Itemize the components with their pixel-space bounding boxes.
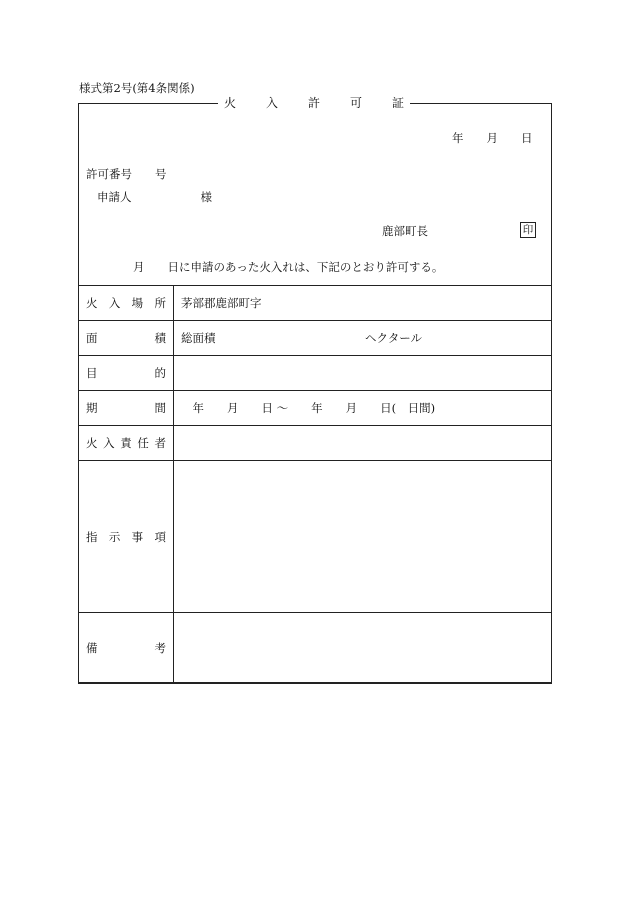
label-char: 入 [108, 296, 121, 310]
label-char: 積 [154, 331, 166, 345]
label-char: 火 [86, 436, 98, 450]
title-char: 入 [265, 96, 278, 110]
place-value: 茅部郡鹿部町字 [174, 286, 552, 321]
permit-number: 許可番号 号 [86, 167, 167, 181]
row-label [79, 356, 174, 391]
row-label [79, 426, 174, 461]
table-row [79, 461, 552, 613]
details-table [78, 285, 552, 684]
row-label [79, 286, 174, 321]
title-char: 許 [307, 96, 320, 110]
seal-mark: 印 [520, 222, 536, 238]
title-char: 火 [224, 96, 237, 110]
row-label [79, 461, 174, 613]
table-row [79, 356, 552, 391]
label-char: 者 [154, 436, 166, 450]
permit-statement: 月 日に申請のあった火入れは、下記のとおり許可する。 [133, 260, 444, 274]
label-char: 責 [120, 436, 132, 450]
label-char: 備 [86, 641, 98, 655]
title-char: 証 [391, 96, 404, 110]
period-value: 年 月 日 〜 年 月 日( 日間) [174, 391, 552, 426]
row-label [79, 391, 174, 426]
label-char: 間 [154, 401, 166, 415]
label-char: 事 [131, 529, 144, 544]
area-value: 総面積 ヘクタール [174, 321, 552, 356]
label-char: 示 [108, 529, 121, 544]
label-char: 的 [154, 366, 166, 380]
manager-value [174, 426, 552, 461]
table-row [79, 391, 552, 426]
instructions-value [174, 461, 552, 613]
table-row [79, 286, 552, 321]
label-char: 面 [86, 331, 98, 345]
title-char: 可 [349, 96, 362, 110]
issue-date: 年 月 日 [452, 131, 533, 145]
label-char: 項 [154, 529, 166, 544]
label-char: 指 [86, 529, 98, 544]
purpose-value [174, 356, 552, 391]
label-char: 任 [137, 436, 149, 450]
label-char: 場 [131, 296, 144, 310]
remarks-value [174, 613, 552, 684]
table-row [79, 321, 552, 356]
document-title [218, 96, 410, 110]
table-row [79, 426, 552, 461]
row-label [79, 321, 174, 356]
issuer-name: 鹿部町長 [382, 224, 428, 238]
label-char: 目 [86, 366, 98, 380]
label-char: 火 [86, 296, 98, 310]
label-char: 考 [154, 641, 166, 655]
label-char: 入 [103, 436, 115, 450]
row-label [79, 613, 174, 684]
form-number: 様式第2号(第4条関係) [79, 81, 195, 95]
applicant-line: 申請人 様 [97, 190, 212, 204]
label-char: 期 [86, 401, 98, 415]
table-row [79, 613, 552, 684]
label-char: 所 [154, 296, 166, 310]
